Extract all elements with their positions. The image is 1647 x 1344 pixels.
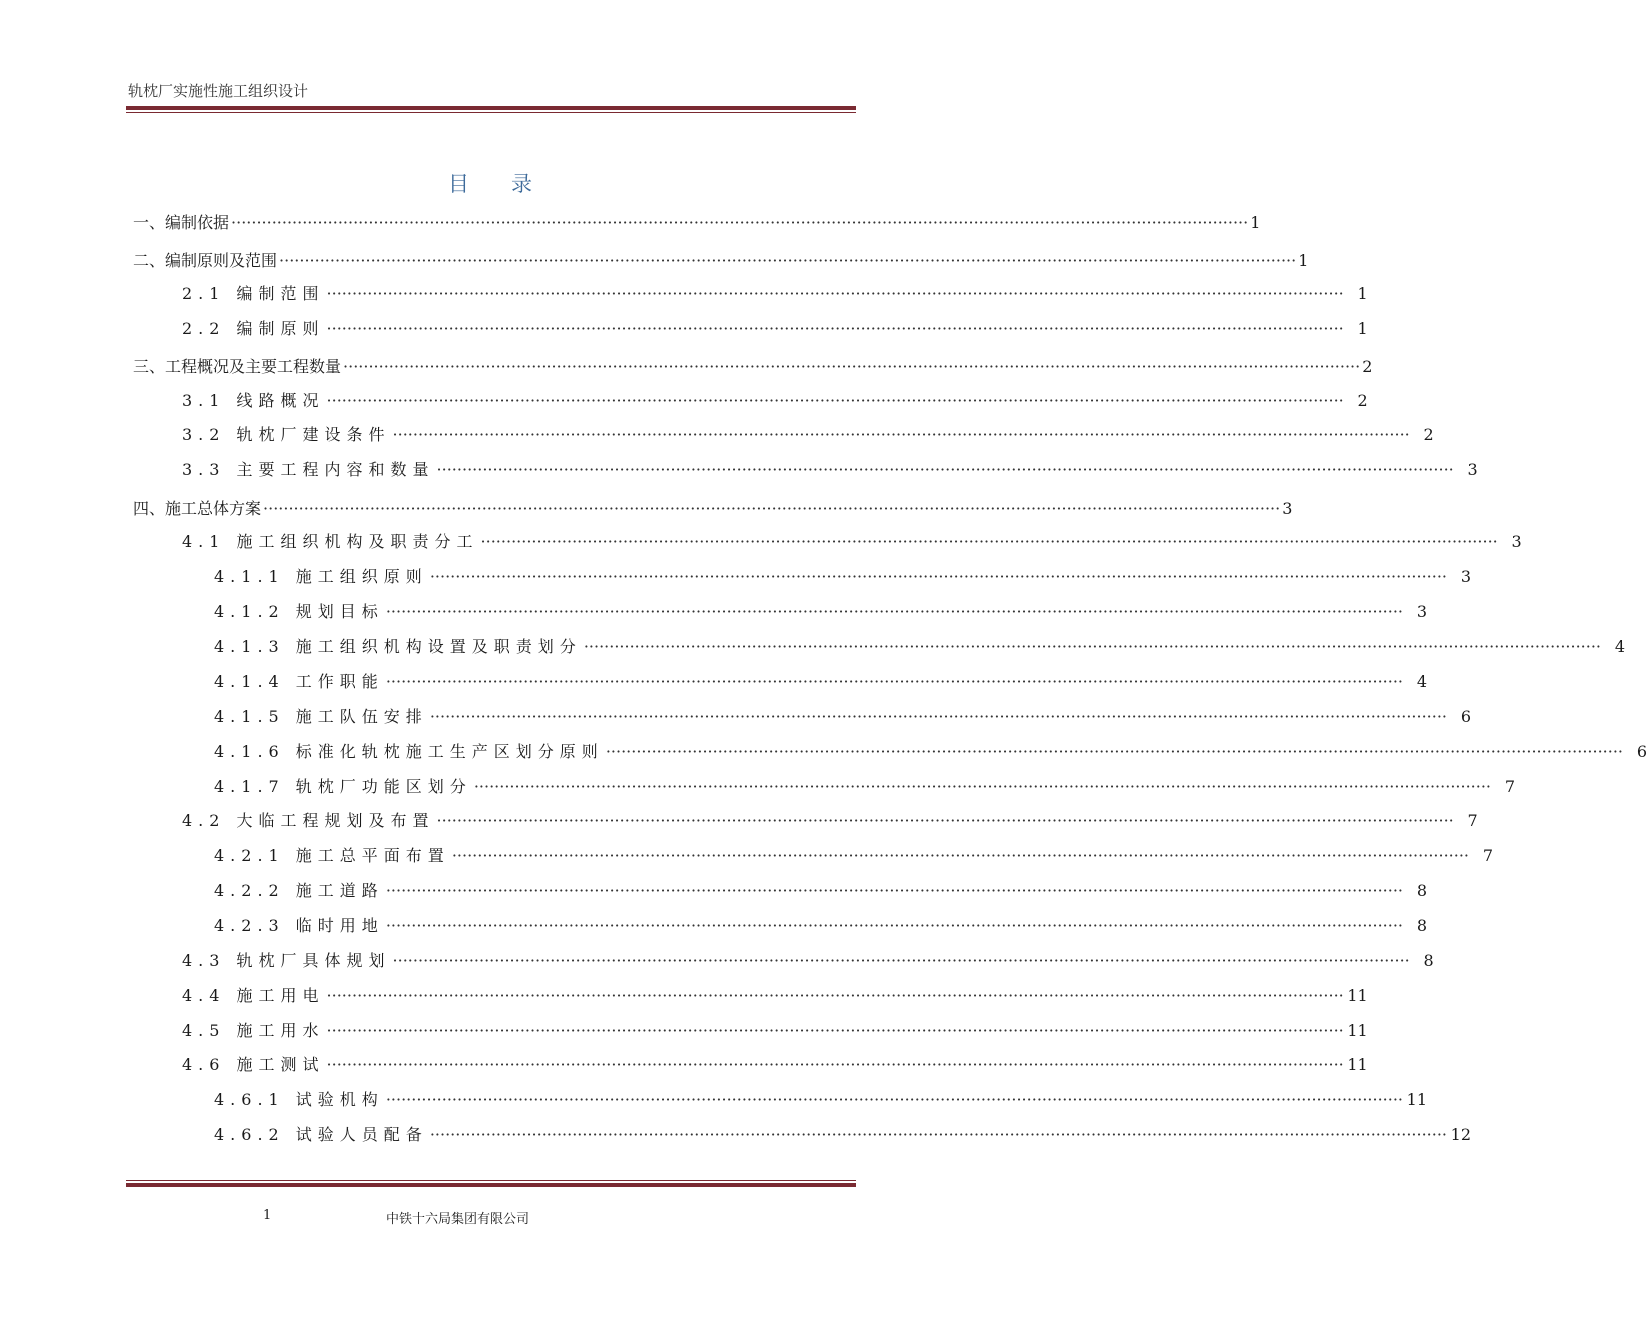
toc-entry[interactable] bbox=[133, 356, 1373, 378]
toc-entry-label: 4.1 施工组织机构及职责分工 bbox=[182, 532, 479, 551]
toc-entry[interactable] bbox=[214, 601, 1427, 623]
toc-entry[interactable] bbox=[214, 776, 1515, 798]
toc-entry-page: 11 bbox=[1347, 986, 1368, 1005]
toc-entry-label: 4.1.7 轨枕厂功能区划分 bbox=[214, 777, 472, 796]
toc-entry-label: 4.2.1 施工总平面布置 bbox=[214, 846, 450, 865]
toc-entry-page: 3 bbox=[1511, 532, 1522, 551]
toc-entry[interactable] bbox=[182, 950, 1434, 972]
toc-entry-page: 6 bbox=[1460, 707, 1471, 726]
toc-entry[interactable] bbox=[133, 498, 1293, 520]
toc-entry-label: 二、编制原则及范围 bbox=[133, 251, 278, 270]
toc-entry[interactable] bbox=[182, 424, 1434, 446]
toc-entry-page: 8 bbox=[1416, 881, 1427, 900]
toc-entry-leader: ········································································································································································································ bbox=[326, 319, 1344, 338]
toc-entry-leader: ········································································································································································································ bbox=[429, 1125, 1447, 1144]
toc-entry-label: 4.4 施工用电 bbox=[182, 986, 325, 1005]
toc-entry-leader: ········································································································································································································ bbox=[326, 1055, 1344, 1074]
toc-entry-label: 4.1.1 施工组织原则 bbox=[214, 567, 428, 586]
toc-entry-page: 11 bbox=[1347, 1021, 1368, 1040]
toc-entry-leader: ········································································································································································································ bbox=[326, 284, 1344, 303]
toc-entry[interactable] bbox=[182, 1020, 1368, 1042]
toc-entry-label: 2.2 编制原则 bbox=[182, 319, 325, 338]
toc-entry-leader: ········································································································································································································ bbox=[392, 951, 1410, 970]
toc-entry-label: 2.1 编制范围 bbox=[182, 284, 325, 303]
toc-title: 目录 bbox=[448, 172, 574, 196]
toc-entry-label: 4.2.3 临时用地 bbox=[214, 916, 384, 935]
toc-entry-page: 3 bbox=[1416, 602, 1427, 621]
toc-entry-page: 3 bbox=[1460, 567, 1471, 586]
toc-entry[interactable] bbox=[214, 706, 1471, 728]
toc-entry-label: 4.6.2 试验人员配备 bbox=[214, 1125, 428, 1144]
toc-entry-leader: ········································································································································································································ bbox=[473, 777, 1491, 796]
toc-entry-label: 4.1.3 施工组织机构设置及职责划分 bbox=[214, 637, 582, 656]
toc-entry-leader: ········································································································································································································ bbox=[263, 499, 1281, 518]
toc-entry-page: 8 bbox=[1423, 951, 1434, 970]
toc-entry-label: 3.3 主要工程内容和数量 bbox=[182, 460, 435, 479]
toc-entry-label: 4.6 施工测试 bbox=[182, 1055, 325, 1074]
toc-entry[interactable] bbox=[182, 985, 1368, 1007]
toc-entry-leader: ········································································································································································································ bbox=[429, 707, 1447, 726]
toc-entry-page: 3 bbox=[1467, 460, 1478, 479]
toc-entry[interactable] bbox=[214, 741, 1647, 763]
toc-entry-leader: ········································································································································································································ bbox=[385, 881, 1403, 900]
footer-page-number: 1 bbox=[263, 1208, 272, 1223]
toc-entry-leader: ········································································································································································································ bbox=[326, 1021, 1344, 1040]
toc-entry-label: 4.6.1 试验机构 bbox=[214, 1090, 384, 1109]
toc-entry-leader: ········································································································································································································ bbox=[605, 742, 1623, 761]
toc-entry-leader: ········································································································································································································ bbox=[231, 213, 1249, 232]
toc-entry-leader: ········································································································································································································ bbox=[279, 251, 1297, 270]
toc-entry-label: 四、施工总体方案 bbox=[133, 499, 262, 518]
toc-entry-leader: ········································································································································································································ bbox=[480, 532, 1498, 551]
toc-entry-label: 4.1.2 规划目标 bbox=[214, 602, 384, 621]
toc-entry-page: 3 bbox=[1282, 499, 1293, 518]
toc-entry[interactable] bbox=[133, 250, 1309, 272]
toc-entry[interactable] bbox=[182, 531, 1522, 553]
toc-entry-leader: ········································································································································································································ bbox=[326, 391, 1344, 410]
toc-entry-page: 11 bbox=[1347, 1055, 1368, 1074]
toc-entry[interactable] bbox=[214, 1089, 1427, 1111]
toc-entry-page: 2 bbox=[1357, 391, 1368, 410]
toc-entry-label: 4.1.6 标准化轨枕施工生产区划分原则 bbox=[214, 742, 604, 761]
toc-entry-label: 3.1 线路概况 bbox=[182, 391, 325, 410]
toc-entry-leader: ········································································································································································································ bbox=[583, 637, 1601, 656]
toc-entry-leader: ········································································································································································································ bbox=[326, 986, 1344, 1005]
toc-entry[interactable] bbox=[182, 1054, 1368, 1076]
toc-entry-page: 8 bbox=[1416, 916, 1427, 935]
toc-entry[interactable] bbox=[214, 845, 1493, 867]
toc-entry-label: 一、编制依据 bbox=[133, 213, 230, 232]
toc-entry[interactable] bbox=[133, 212, 1261, 234]
toc-entry[interactable] bbox=[182, 390, 1368, 412]
footer-rule-thin bbox=[126, 1180, 856, 1181]
toc-entry[interactable] bbox=[182, 283, 1368, 305]
header-title: 轨枕厂实施性施工组织设计 bbox=[128, 82, 309, 100]
toc-entry-label: 4.2 大临工程规划及布置 bbox=[182, 811, 435, 830]
toc-entry-leader: ········································································································································································································ bbox=[436, 811, 1454, 830]
toc-entry-leader: ········································································································································································································ bbox=[385, 672, 1403, 691]
toc-entry-page: 4 bbox=[1416, 672, 1427, 691]
toc-entry-leader: ········································································································································································································ bbox=[385, 602, 1403, 621]
toc-entry[interactable] bbox=[182, 318, 1368, 340]
toc-entry-label: 4.3 轨枕厂具体规划 bbox=[182, 951, 391, 970]
toc-entry-page: 6 bbox=[1636, 742, 1647, 761]
toc-entry-leader: ········································································································································································································ bbox=[429, 567, 1447, 586]
toc-entry-label: 4.1.4 工作职能 bbox=[214, 672, 384, 691]
toc-entry-label: 4.5 施工用水 bbox=[182, 1021, 325, 1040]
toc-entry-page: 2 bbox=[1362, 357, 1373, 376]
toc-entry-leader: ········································································································································································································ bbox=[343, 357, 1361, 376]
toc-entry[interactable] bbox=[214, 880, 1427, 902]
toc-entry-page: 1 bbox=[1357, 319, 1368, 338]
toc-entry-page: 7 bbox=[1482, 846, 1493, 865]
toc-entry-label: 4.1.5 施工队伍安排 bbox=[214, 707, 428, 726]
toc-entry-leader: ········································································································································································································ bbox=[385, 916, 1403, 935]
toc-entry[interactable] bbox=[182, 810, 1478, 832]
toc-entry[interactable] bbox=[214, 915, 1427, 937]
toc-entry-leader: ········································································································································································································ bbox=[436, 460, 1454, 479]
toc-entry[interactable] bbox=[182, 459, 1478, 481]
toc-entry-leader: ········································································································································································································ bbox=[451, 846, 1469, 865]
toc-entry-page: 12 bbox=[1450, 1125, 1471, 1144]
toc-entry-page: 1 bbox=[1250, 213, 1261, 232]
toc-entry-label: 4.2.2 施工道路 bbox=[214, 881, 384, 900]
toc-entry[interactable] bbox=[214, 566, 1471, 588]
toc-entry[interactable] bbox=[214, 1124, 1471, 1146]
footer-company: 中铁十六局集团有限公司 bbox=[386, 1212, 530, 1227]
toc-entry-leader: ········································································································································································································ bbox=[392, 425, 1410, 444]
toc-entry-page: 7 bbox=[1504, 777, 1515, 796]
toc-entry-page: 11 bbox=[1406, 1090, 1427, 1109]
toc-entry-leader: ········································································································································································································ bbox=[385, 1090, 1403, 1109]
footer-rule-thick bbox=[126, 1183, 856, 1187]
toc-entry-label: 3.2 轨枕厂建设条件 bbox=[182, 425, 391, 444]
toc-entry[interactable] bbox=[214, 671, 1427, 693]
toc-entry-page: 2 bbox=[1423, 425, 1434, 444]
toc-entry-page: 4 bbox=[1614, 637, 1625, 656]
toc-entry-label: 三、工程概况及主要工程数量 bbox=[133, 357, 342, 376]
toc-entry-page: 1 bbox=[1298, 251, 1309, 270]
toc-entry[interactable] bbox=[214, 636, 1625, 658]
toc-entry-page: 1 bbox=[1357, 284, 1368, 303]
toc-entry-page: 7 bbox=[1467, 811, 1478, 830]
